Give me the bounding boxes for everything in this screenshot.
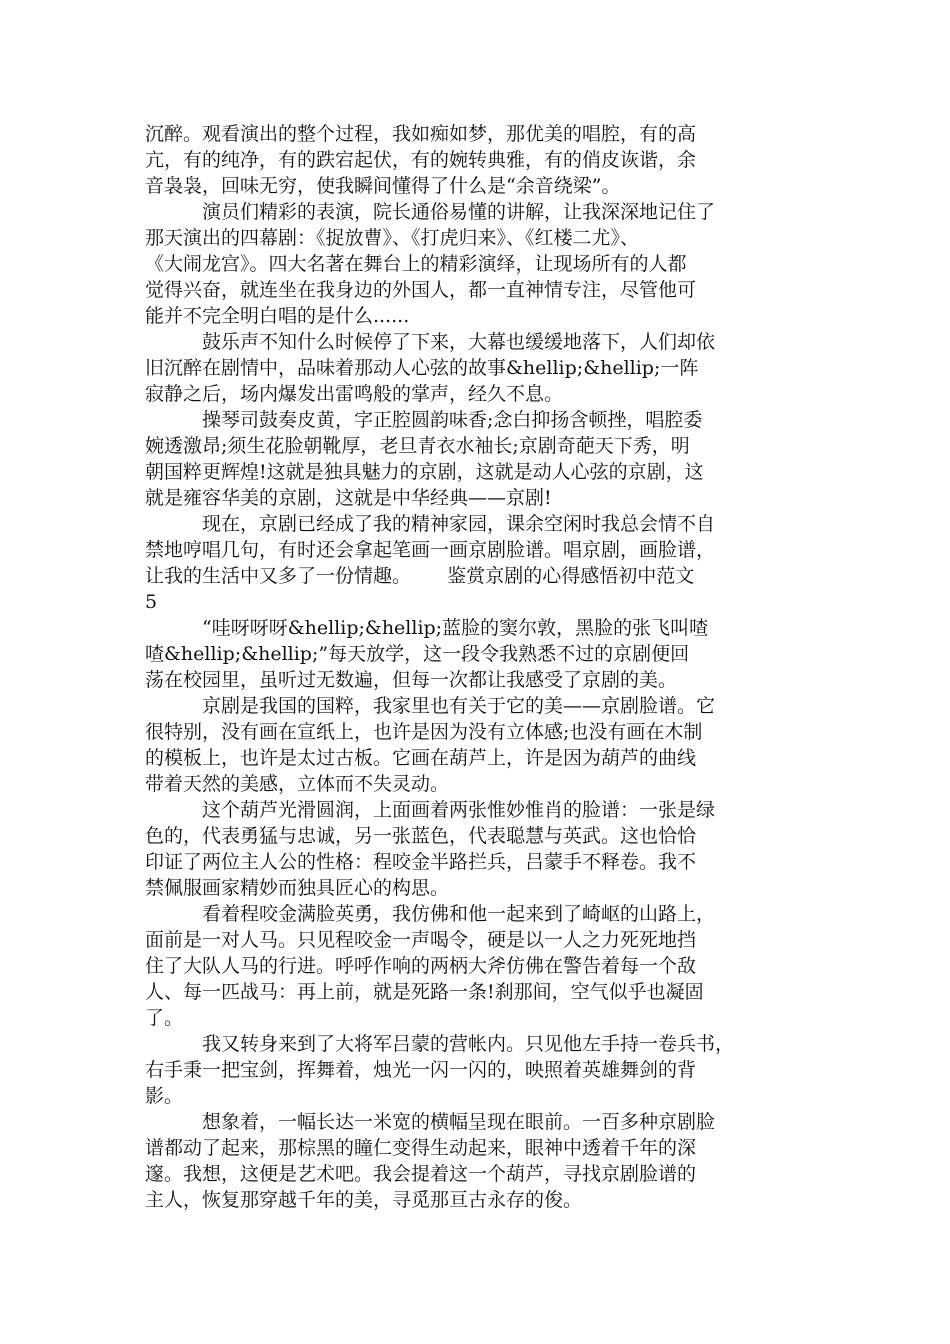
text-line: 《大闹龙宫》。四大名著在舞台上的精彩演绎，让现场所有的人都 xyxy=(145,253,687,275)
text-line: 沉醉。观看演出的整个过程，我如痴如梦，那优美的唱腔，有的高 xyxy=(145,123,697,145)
text-line: 谱都动了起来，那棕黑的瞳仁变得生动起来，眼神中透着千年的深 xyxy=(145,1137,697,1159)
text-line: 人、每一匹战马：再上前，就是死路一条!刹那间，空气似乎也凝固 xyxy=(145,981,704,1003)
text-line: 我又转身来到了大将军吕蒙的营帐内。只见他左手持一卷兵书， xyxy=(202,1033,735,1055)
text-line: 了。 xyxy=(145,1007,184,1029)
text-line: 寂静之后，场内爆发出雷鸣般的掌声，经久不息。 xyxy=(145,383,564,405)
text-line: 就是雍容华美的京剧，这就是中华经典——京剧! xyxy=(145,487,552,509)
text-line: 觉得兴奋，就连坐在我身边的外国人，都一直神情专注，尽管他可 xyxy=(145,279,697,301)
text-line: 右手秉一把宝剑，挥舞着，烛光一闪一闪的，映照着英雄舞剑的背 xyxy=(145,1059,697,1081)
text-line: 荡在校园里，虽听过无数遍，但每一次都让我感受了京剧的美。 xyxy=(145,669,678,691)
text-line: 鼓乐声不知什么时候停了下来，大幕也缓缓地落下，人们却依 xyxy=(202,331,716,353)
text-line: 让我的生活中又多了一份情趣。 鉴赏京剧的心得感悟初中范文 xyxy=(145,565,695,587)
text-line: 邃。我想，这便是艺术吧。我会提着这一个葫芦，寻找京剧脸谱的 xyxy=(145,1163,697,1185)
text-line: 演员们精彩的表演，院长通俗易懂的讲解，让我深深地记住了 xyxy=(202,201,716,223)
text-line: 影。 xyxy=(145,1085,184,1107)
text-line: 亢，有的纯净，有的跌宕起伏，有的婉转典雅，有的俏皮诙谐，余 xyxy=(145,149,697,171)
text-line: 主人，恢复那穿越千年的美，寻觅那亘古永存的俊。 xyxy=(145,1189,583,1211)
document-page xyxy=(145,121,809,1213)
text-line: 京剧是我国的国粹，我家里也有关于它的美——京剧脸谱。它 xyxy=(202,695,716,717)
text-line: 这个葫芦光滑圆润，上面画着两张惟妙惟肖的脸谱：一张是绿 xyxy=(202,799,716,821)
text-line: “哇呀呀呀&hellip;&hellip;蓝脸的窦尔敦，黑脸的张飞叫喳 xyxy=(202,617,709,639)
text-line: 旧沉醉在剧情中，品味着那动人心弦的故事&hellip;&hellip;一阵 xyxy=(145,357,699,379)
text-line: 想象着，一幅长达一米宽的横幅呈现在眼前。一百多种京剧脸 xyxy=(202,1111,716,1133)
text-line: 住了大队人马的行进。呼呼作响的两柄大斧仿佛在警告着每一个敌 xyxy=(145,955,697,977)
text-line: 喳&hellip;&hellip;”每天放学，这一段令我熟悉不过的京剧便回 xyxy=(145,643,690,665)
text-line: 禁佩服画家精妙而独具匠心的构思。 xyxy=(145,877,450,899)
text-line: 操琴司鼓奏皮黄，字正腔圆韵味香;念白抑扬含顿挫，唱腔委 xyxy=(202,409,703,431)
text-line: 看着程咬金满脸英勇，我仿佛和他一起来到了崎岖的山路上， xyxy=(202,903,716,925)
text-line: 能并不完全明白唱的是什么...... xyxy=(145,305,410,327)
text-line: 禁地哼唱几句，有时还会拿起笔画一画京剧脸谱。唱京剧，画脸谱， xyxy=(145,539,716,561)
text-line: 的模板上，也许是太过古板。它画在葫芦上，许是因为葫芦的曲线 xyxy=(145,747,697,769)
text-line: 那天演出的四幕剧：《捉放曹》、《打虎归来》、《红楼二尤》、 xyxy=(145,227,640,249)
text-line: 色的，代表勇猛与忠诚，另一张蓝色，代表聪慧与英武。这也恰恰 xyxy=(145,825,697,847)
text-line: 婉透激昂;须生花脸朝靴厚，老旦青衣水袖长;京剧奇葩天下秀，明 xyxy=(145,435,690,457)
text-line: 面前是一对人马。只见程咬金一声喝令，硬是以一人之力死死地挡 xyxy=(145,929,697,951)
text-line: 很特别，没有画在宣纸上，也许是因为没有立体感;也没有画在木制 xyxy=(145,721,703,743)
text-line: 带着天然的美感，立体而不失灵动。 xyxy=(145,773,450,795)
text-line: 5 xyxy=(145,591,158,613)
text-line: 朝国粹更辉煌!这就是独具魅力的京剧，这就是动人心弦的京剧，这 xyxy=(145,461,704,483)
text-line: 印证了两位主人公的性格：程咬金半路拦兵，吕蒙手不释卷。我不 xyxy=(145,851,697,873)
text-line: 现在，京剧已经成了我的精神家园，课余空闲时我总会情不自 xyxy=(202,513,716,535)
text-line: 音袅袅，回味无穷，使我瞬间懂得了什么是“余音绕梁”。 xyxy=(145,175,621,197)
